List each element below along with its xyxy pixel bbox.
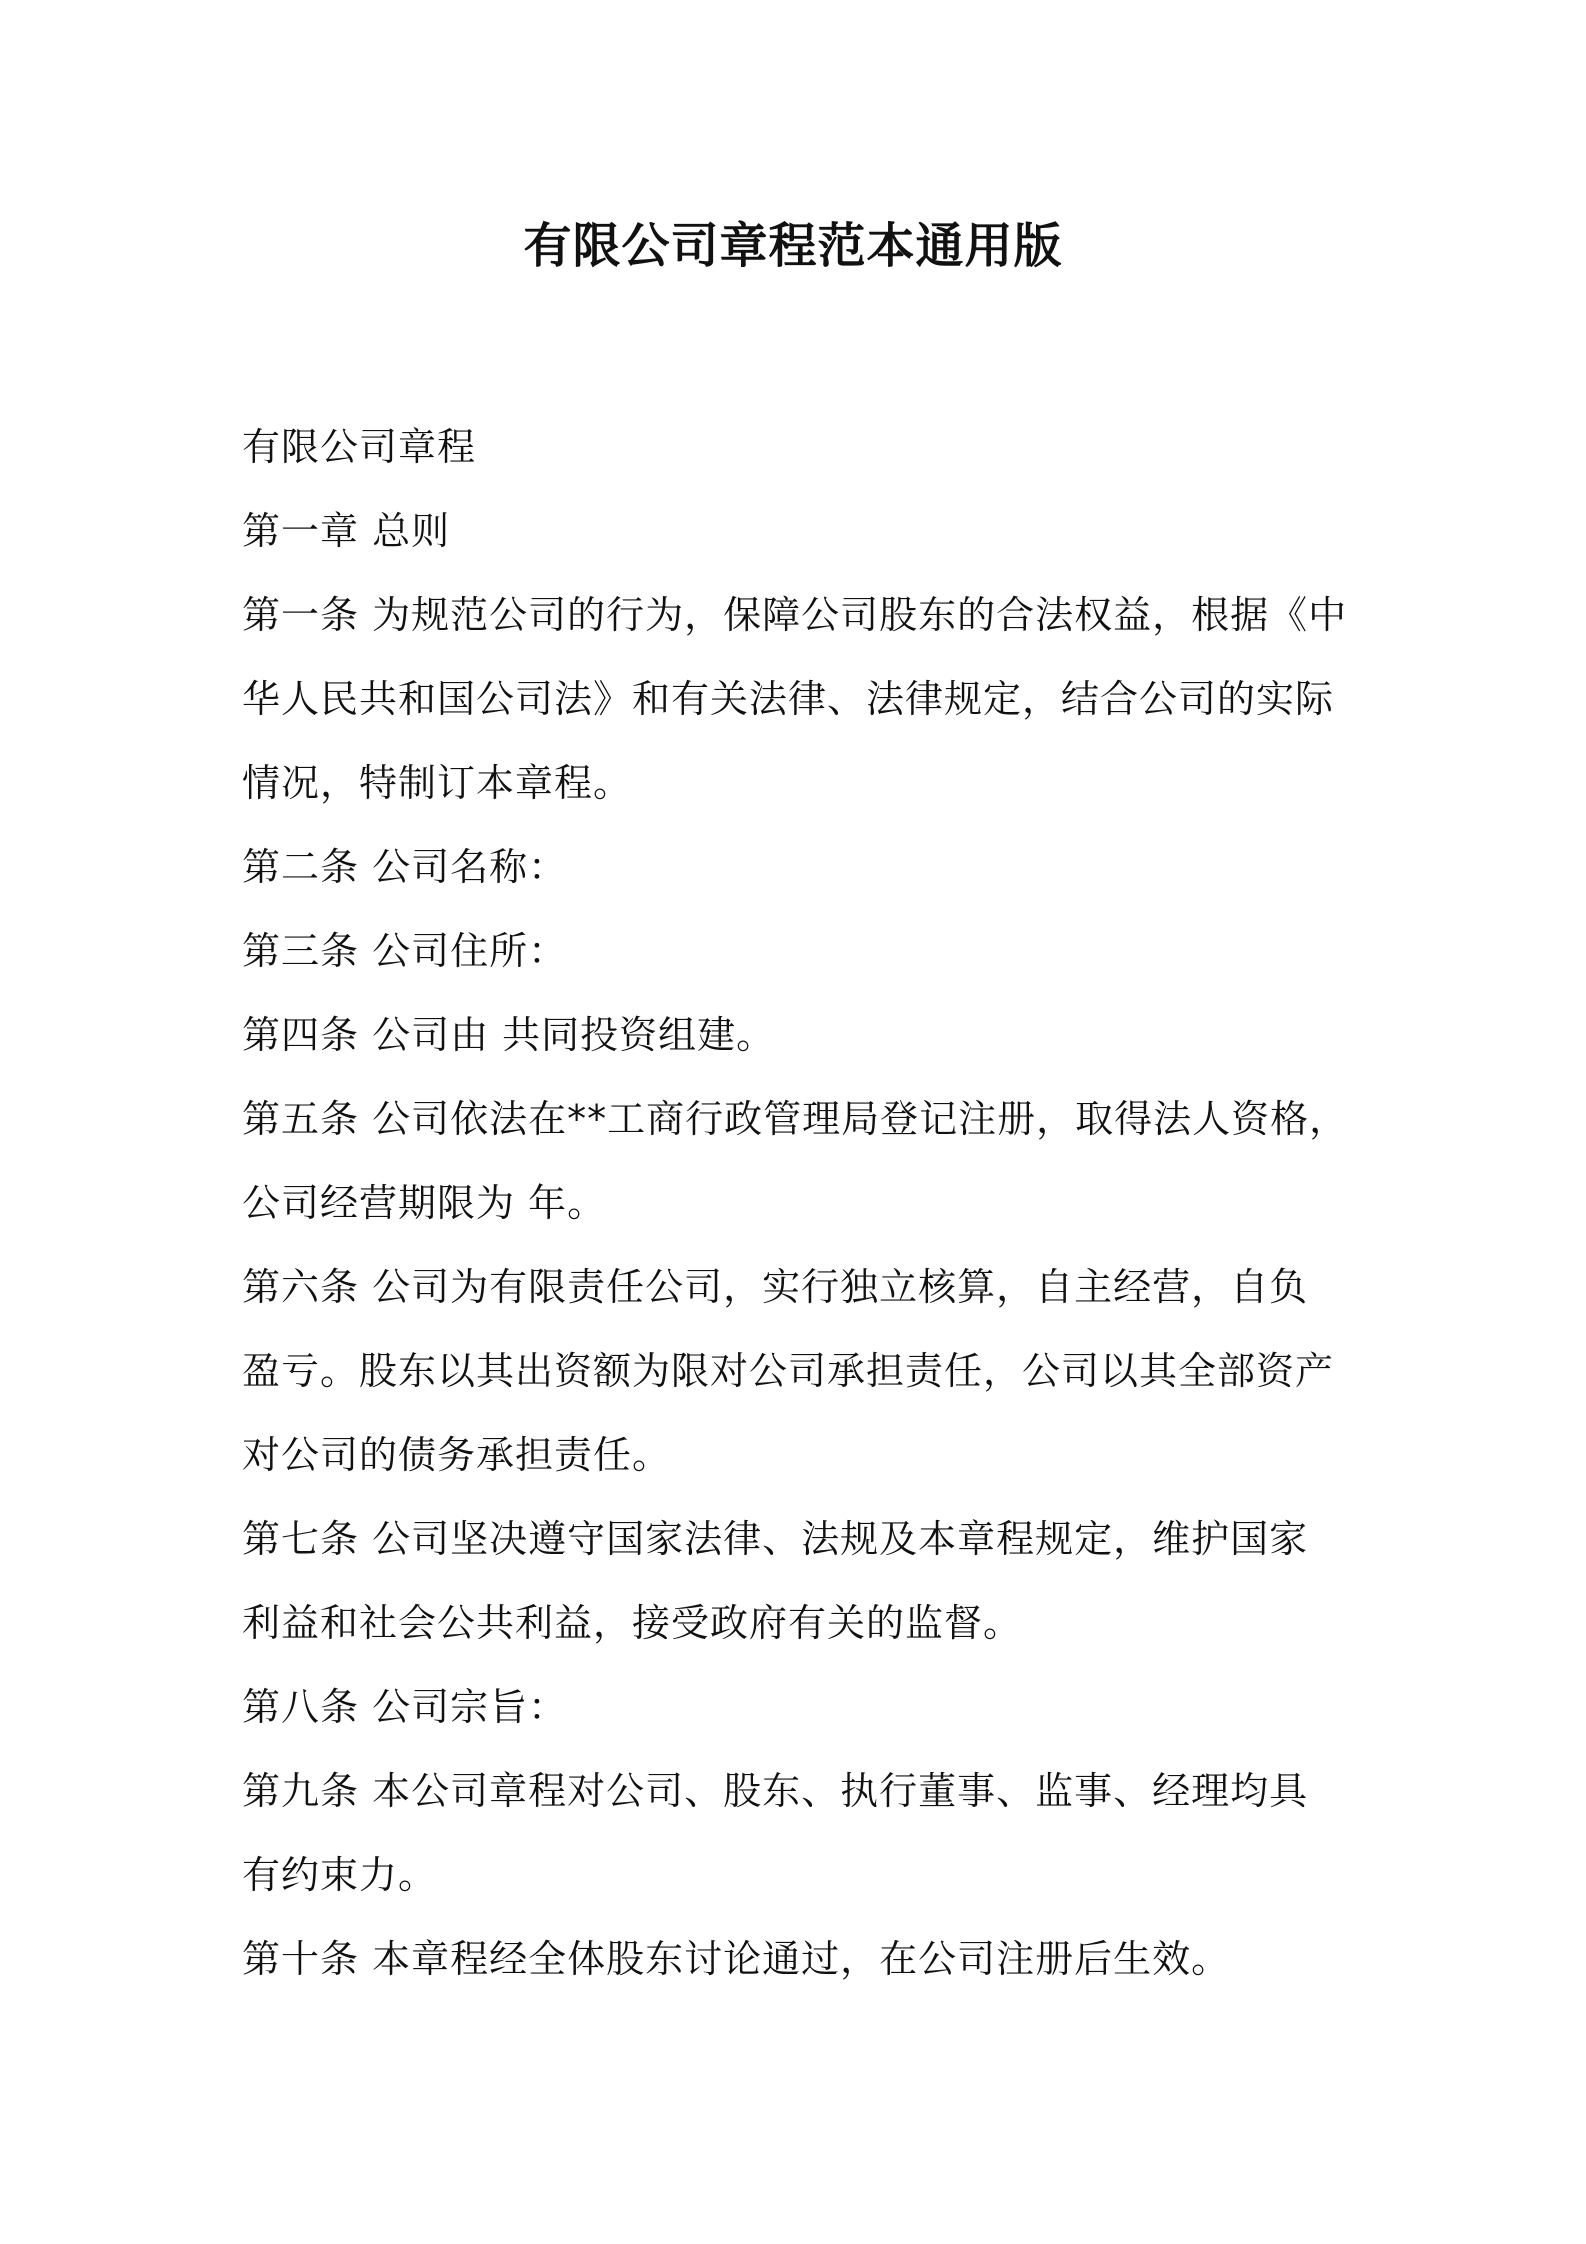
article-line: 华人民共和国公司法》和有关法律、法律规定，结合公司的实际 [242, 677, 1335, 721]
article-line: 第十条 本章程经全体股东讨论通过，在公司注册后生效。 [242, 1937, 1231, 1981]
section-heading: 有限公司章程 [242, 425, 477, 469]
article-line: 利益和社会公共利益，接受政府有关的监督。 [242, 1601, 1023, 1645]
article-line: 第八条 公司宗旨： [242, 1685, 568, 1729]
article-line: 第七条 公司坚决遵守国家法律、法规及本章程规定，维护国家 [242, 1517, 1309, 1561]
article-line: 公司经营期限为 年。 [242, 1181, 607, 1225]
document-title: 有限公司章程范本通用版 [523, 218, 1063, 274]
article-line: 盈亏。股东以其出资额为限对公司承担责任，公司以其全部资产 [242, 1349, 1335, 1393]
document-body [242, 405, 1362, 2001]
article-line: 第六条 公司为有限责任公司，实行独立核算，自主经营，自负 [242, 1265, 1309, 1309]
article-line: 第四条 公司由 共同投资组建。 [242, 1013, 776, 1057]
article-line: 第一条 为规范公司的行为，保障公司股东的合法权益，根据《中 [242, 593, 1348, 637]
article-line: 第三条 公司住所： [242, 929, 568, 973]
article-line: 第九条 本公司章程对公司、股东、执行董事、监事、经理均具 [242, 1769, 1309, 1813]
article-line: 第五条 公司依法在**工商行政管理局登记注册，取得法人资格， [242, 1097, 1349, 1141]
chapter-heading: 第一章 总则 [242, 509, 451, 553]
article-line: 情况，特制订本章程。 [242, 761, 633, 805]
article-line: 对公司的债务承担责任。 [242, 1433, 672, 1477]
article-line: 第二条 公司名称： [242, 845, 568, 889]
article-line: 有约束力。 [242, 1853, 438, 1897]
